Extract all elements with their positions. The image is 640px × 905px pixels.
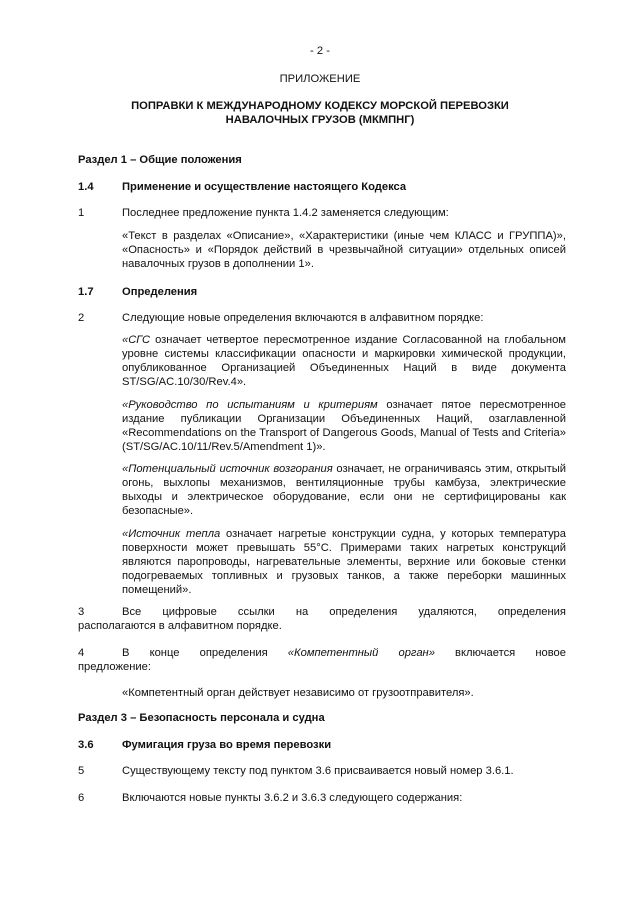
paragraph-4-line1-end: включается новое: [434, 647, 566, 659]
section-3-6-number: 3.6: [78, 739, 94, 751]
paragraph-3-line1: Все цифровые ссылки на определения удаляются, определения: [122, 606, 566, 618]
section-3-heading: Раздел 3 – Безопасность персонала и судна: [78, 712, 325, 724]
definition-heat-source: [122, 527, 566, 597]
section-1-4-number: 1.4: [78, 181, 94, 193]
paragraph-2-number: 2: [78, 312, 85, 324]
definition-ignition-source: [122, 462, 566, 518]
paragraph-4-line2: предложение:: [78, 661, 151, 673]
definition-ghs-text: означает четвертое пересмотренное издание Согласованной на глобальном уровне системы классификации опасности и маркировки химической продукции, опубликованное Организацией Объединенных Наций в виде документа ST/SG/AC.10/30/Rev.4».: [122, 334, 566, 388]
section-1-heading: Раздел 1 – Общие положения: [78, 154, 242, 166]
paragraph-4-term: «Компетентный орган»: [287, 647, 435, 659]
paragraph-2-text: Следующие новые определения включаются в алфавитном порядке:: [122, 312, 484, 324]
document-title-line1: ПОПРАВКИ К МЕЖДУНАРОДНОМУ КОДЕКСУ МОРСКОЙ ПЕРЕВОЗКИ: [131, 100, 509, 112]
definition-ignition-source-text: означает, не ограничиваясь этим, открытый огонь, выхлопы механизмов, вентиляционные трубы камбуза, электрические выходы и электрическое оборудование, если они не сертифицированы как безопасные».: [122, 463, 567, 517]
definition-manual-of-tests-text: означает пятое пересмотренное издание публикации Организации Объединенных Наций, озаглавленной «Recommendations on the Transport of Dangerous Goods, Manual of Tests and Criteria» (ST/SG/AC.10/11/Rev.5/Amendment 1)».: [122, 399, 567, 453]
definition-ghs-term: «СГС: [122, 334, 151, 346]
paragraph-4-number: 4: [78, 647, 85, 659]
paragraph-1-text: Последнее предложение пункта 1.4.2 заменяется следующим:: [122, 207, 449, 219]
paragraph-1-quote: «Текст в разделах «Описание», «Характеристики (иные чем КЛАСС и ГРУППА)», «Опасность» и «Порядок действий в чрезвычайной ситуации» отдельных описей навалочных грузов в дополнении 1».: [122, 230, 566, 270]
section-1-7-title: Определения: [122, 286, 198, 298]
paragraph-4-line1: [122, 646, 566, 660]
page-number: - 2 -: [310, 45, 330, 57]
definition-ignition-source-term: «Потенциальный источник возгорания: [122, 463, 333, 475]
section-1-7-number: 1.7: [78, 286, 94, 298]
paragraph-1-number: 1: [78, 207, 85, 219]
section-1-4-title: Применение и осуществление настоящего Кодекса: [122, 181, 407, 193]
paragraph-4-quote: «Компетентный орган действует независимо от грузоотправителя».: [122, 687, 474, 699]
paragraph-5-text: Существующему тексту под пунктом 3.6 присваивается новый номер 3.6.1.: [122, 765, 514, 777]
definition-manual-of-tests-term: «Руководство по испытаниям и критериям: [122, 399, 378, 411]
paragraph-4-line1-start: В конце определения: [122, 647, 288, 659]
paragraph-6-number: 6: [78, 792, 85, 804]
annex-label: ПРИЛОЖЕНИЕ: [279, 73, 361, 85]
definition-manual-of-tests: [122, 398, 566, 454]
definition-heat-source-text: означает нагретые конструкции судна, у которых температура поверхности может превышать 55°C. Примерами таких нагретых конструкций являются паропроводы, нагревательные элементы, верхние или боковые стенки подогреваемых топливных и грузовых танков, а также переборки машинных помещений».: [122, 528, 566, 596]
definition-ghs: [122, 333, 566, 389]
paragraph-3-line2: располагаются в алфавитном порядке.: [78, 620, 282, 632]
paragraph-6-text: Включаются новые пункты 3.6.2 и 3.6.3 следующего содержания:: [122, 792, 463, 804]
definition-heat-source-term: «Источник тепла: [122, 528, 221, 540]
paragraph-5-number: 5: [78, 765, 85, 777]
section-3-6-title: Фумигация груза во время перевозки: [122, 739, 332, 751]
paragraph-3-number: 3: [78, 606, 85, 618]
document-title-line2: НАВАЛОЧНЫХ ГРУЗОВ (МКМПНГ): [225, 114, 415, 126]
